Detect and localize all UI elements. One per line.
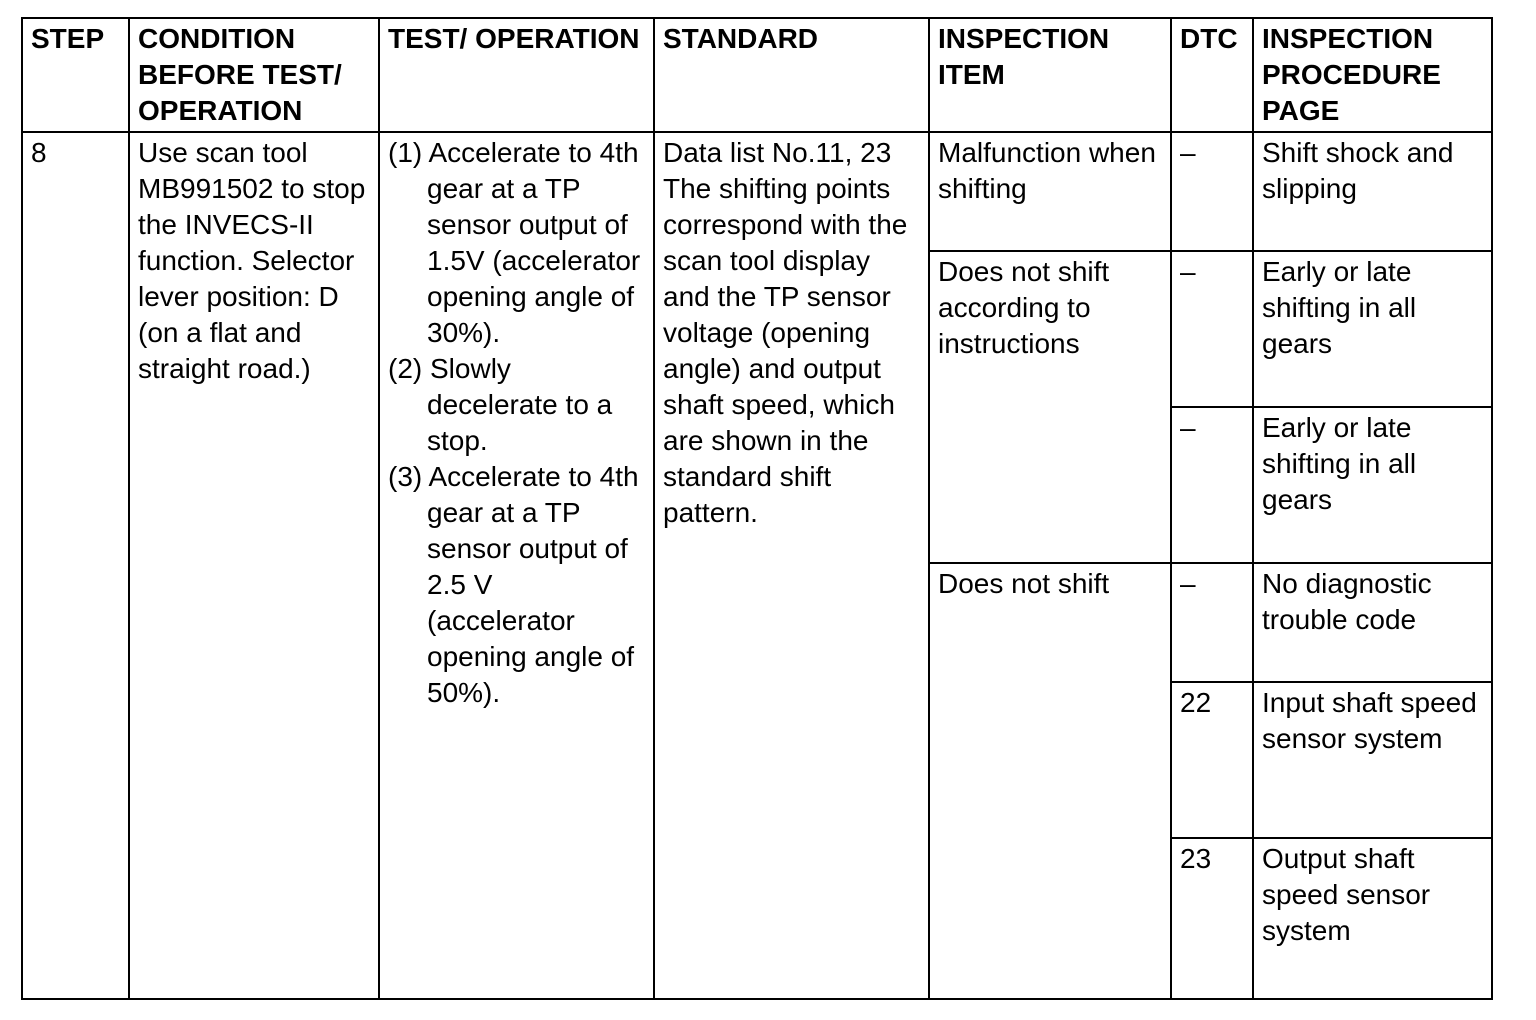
- procedure-cell: Early or late shifting in all gears: [1253, 407, 1492, 563]
- header-dtc: DTC: [1171, 18, 1253, 132]
- procedure-cell: Output shaft speed sensor system: [1253, 838, 1492, 999]
- header-condition: CONDITION BEFORE TEST/ OPERATION: [129, 18, 379, 132]
- header-row: [22, 18, 1492, 132]
- inspection-item-cell: Malfunction when shifting: [929, 132, 1171, 251]
- table-row: [22, 132, 1492, 251]
- header-inspection-item: INSPECTION ITEM: [929, 18, 1171, 132]
- procedure-cell: Shift shock and slipping: [1253, 132, 1492, 251]
- dtc-cell: –: [1171, 251, 1253, 407]
- procedure-cell: No diagnostic trouble code: [1253, 563, 1492, 682]
- dtc-cell: 23: [1171, 838, 1253, 999]
- test-operation-cell: [379, 132, 654, 999]
- condition-cell: Use scan tool MB991502 to stop the INVECS-II function. Selector lever position: D (on a flat and straight road.): [129, 132, 379, 999]
- header-procedure-page: INSPECTION PROCEDURE PAGE: [1253, 18, 1492, 132]
- inspection-item-cell: Does not shift according to instructions: [929, 251, 1171, 563]
- inspection-table: [21, 17, 1493, 1000]
- dtc-cell: –: [1171, 132, 1253, 251]
- dtc-cell: –: [1171, 407, 1253, 563]
- dtc-cell: –: [1171, 563, 1253, 682]
- procedure-cell: Early or late shifting in all gears: [1253, 251, 1492, 407]
- inspection-item-cell: Does not shift: [929, 563, 1171, 999]
- test-step: (2) Slowly decelerate to a stop.: [388, 353, 613, 456]
- test-step: (1) Accelerate to 4th gear at a TP sensor output of 1.5V (accelerator opening angle of 30%).: [388, 137, 641, 348]
- dtc-cell: 22: [1171, 682, 1253, 838]
- header-test-operation: TEST/ OPERATION: [379, 18, 654, 132]
- test-step-list: [388, 135, 647, 711]
- header-step: STEP: [22, 18, 129, 132]
- test-step: (3) Accelerate to 4th gear at a TP sensor output of 2.5 V (accelerator opening angle of 50%).: [388, 461, 639, 708]
- step-number: 8: [22, 132, 129, 999]
- header-standard: STANDARD: [654, 18, 929, 132]
- standard-cell: Data list No.11, 23 The shifting points correspond with the scan tool display and the TP sensor voltage (opening angle) and output shaft speed, which are shown in the standard shift pattern.: [654, 132, 929, 999]
- procedure-cell: Input shaft speed sensor system: [1253, 682, 1492, 838]
